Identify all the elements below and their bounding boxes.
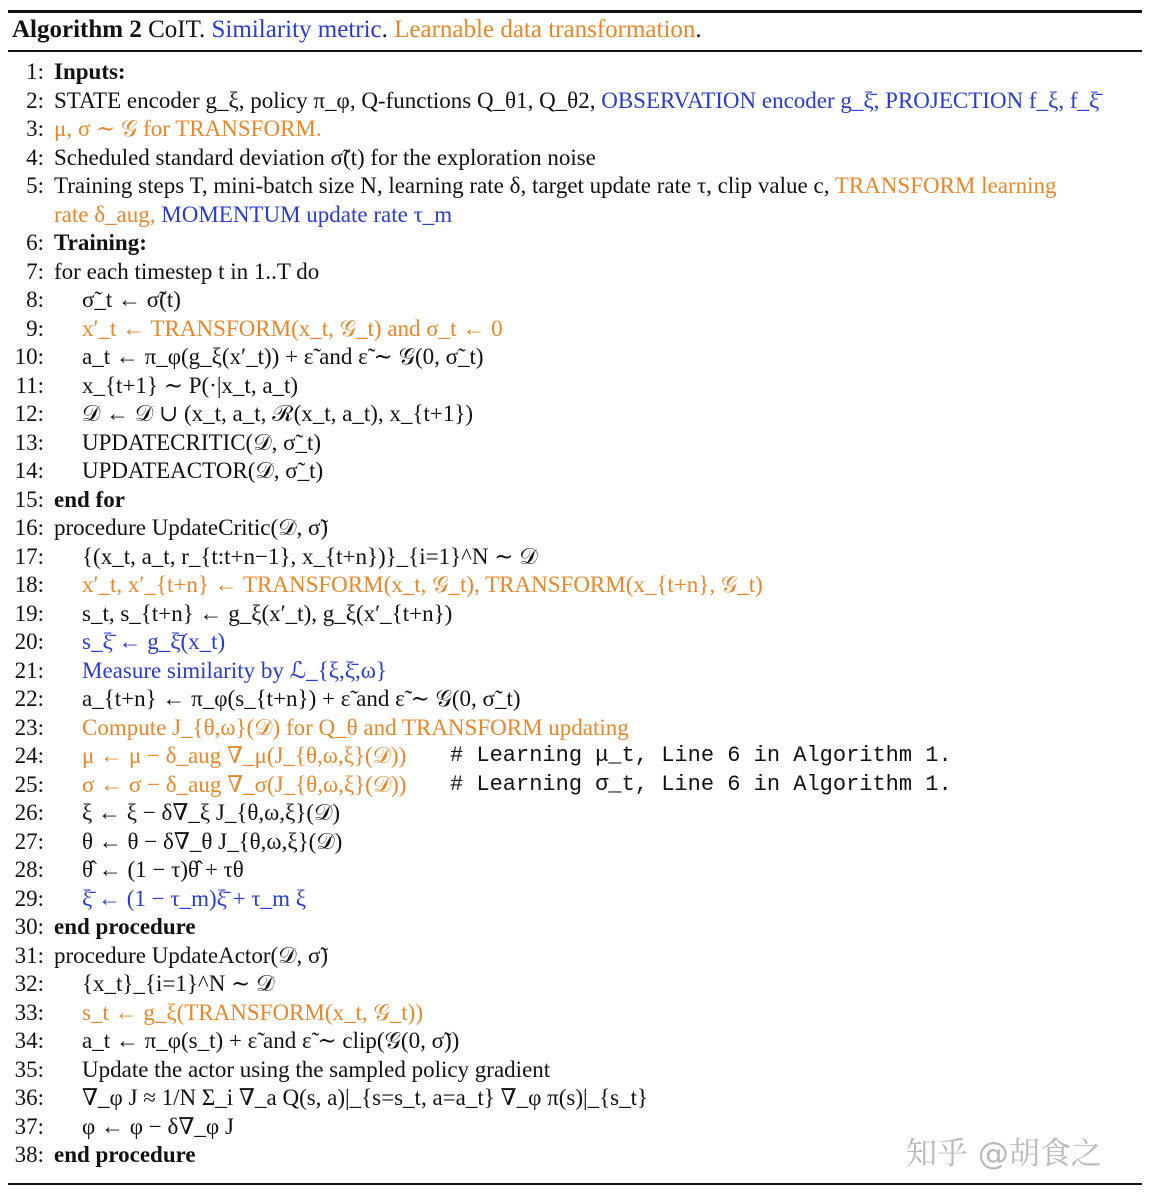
line-main-text: for each timestep t in 1..T do <box>54 258 320 284</box>
line-main-text: Measure similarity by ℒ_{ξ,ξ̄,ω} <box>82 657 387 683</box>
algorithm-line <box>0 885 1152 914</box>
algorithm-line <box>0 600 1152 629</box>
line-text <box>82 1027 459 1055</box>
line-main-text: Update the actor using the sampled policy gradient <box>82 1056 551 1082</box>
line-main-text: end procedure <box>54 1142 196 1167</box>
algorithm-line <box>0 856 1152 885</box>
line-main-text: μ, σ ∼ 𝒢 for TRANSFORM. <box>54 116 322 141</box>
line-main-text: Scheduled standard deviation σ̃(t) for the exploration noise <box>54 144 596 170</box>
line-number: 9: <box>26 315 44 341</box>
line-text <box>54 1141 196 1169</box>
algorithm-line <box>0 343 1152 372</box>
algorithm-line <box>0 942 1152 971</box>
line-text <box>82 1056 550 1084</box>
line-text <box>82 742 406 770</box>
line-number: 20: <box>14 629 44 654</box>
line-number: 11: <box>15 372 44 398</box>
line-number: 3: <box>26 116 44 141</box>
line-text <box>82 799 340 827</box>
line-text <box>54 514 328 542</box>
caption-orange-text: Learnable data transformation <box>394 16 696 43</box>
line-text <box>54 486 125 514</box>
line-text <box>54 201 452 229</box>
line-main-text: σ̃_t ← σ̃(t) <box>82 287 181 312</box>
line-blue-tail: OBSERVATION encoder g_ξ̄, PROJECTION f_ξ, f_ξ̄ <box>595 87 1100 113</box>
line-main-text: ξ ← ξ − δ∇_ξ J_{θ,ω,ξ}(𝒟) <box>82 800 340 825</box>
line-main-text: procedure UpdateActor(𝒟, σ̃) <box>54 942 329 968</box>
line-main-text: Compute J_{θ,ω}(𝒟) for Q_θ and TRANSFORM updating <box>82 714 629 740</box>
line-comment: # Learning μ_t, Line 6 in Algorithm 1. <box>450 743 952 768</box>
algorithm-line <box>0 628 1152 657</box>
line-text <box>54 229 147 257</box>
line-number: 33: <box>14 999 44 1025</box>
algorithm-line <box>0 315 1152 344</box>
line-text <box>82 372 298 400</box>
line-text <box>82 828 342 856</box>
algorithm-line <box>0 970 1152 999</box>
line-main-text: s_t ← g_ξ(TRANSFORM(x_t, 𝒢_t)) <box>82 999 423 1025</box>
line-number: 2: <box>26 87 44 113</box>
algorithm-line <box>0 571 1152 600</box>
algorithm-line <box>0 714 1152 743</box>
line-text <box>82 714 629 742</box>
algorithm-line <box>0 543 1152 572</box>
line-text <box>82 343 484 371</box>
caption-name: CoIT. <box>148 16 206 43</box>
line-number: 21: <box>14 657 44 683</box>
algorithm-line <box>0 400 1152 429</box>
line-number: 30: <box>14 914 44 939</box>
line-number: 16: <box>14 515 44 540</box>
caption-rule <box>8 50 1142 52</box>
algorithm-line <box>0 115 1152 144</box>
line-number: 22: <box>14 686 44 711</box>
line-main-text: rate δ_aug, <box>54 201 156 227</box>
line-number: 31: <box>14 942 44 968</box>
line-text <box>54 172 1057 200</box>
line-text <box>82 999 423 1027</box>
line-number: 25: <box>14 771 44 797</box>
line-number: 32: <box>14 971 44 996</box>
algorithm-line <box>0 913 1152 942</box>
caption-blue-text: Similarity metric <box>211 16 382 43</box>
line-main-text: x′_t, x′_{t+n} ← TRANSFORM(x_t, 𝒢_t), TRANSFORM(x_{t+n}, 𝒢_t) <box>82 572 763 597</box>
line-main-text: UPDATECRITIC(𝒟, σ̃_t) <box>82 429 322 455</box>
caption-prefix: Algorithm 2 <box>12 16 142 43</box>
top-rule <box>8 10 1142 13</box>
line-text <box>54 942 328 970</box>
line-number: 12: <box>14 401 44 426</box>
line-main-text: a_t ← π_φ(g_ξ(x′_t)) + ε̃ and ε̃ ∼ 𝒢(0, σ̃_t) <box>82 344 484 369</box>
algorithm-line <box>0 828 1152 857</box>
algorithm-line <box>0 771 1152 800</box>
algorithm-line <box>0 201 1152 230</box>
line-number: 15: <box>14 486 44 512</box>
line-text <box>82 1113 234 1141</box>
line-main-text: φ ← φ − δ∇_φ J <box>82 1113 234 1139</box>
line-text <box>54 115 322 143</box>
algorithm-line <box>0 1084 1152 1113</box>
line-number: 1: <box>26 59 44 84</box>
line-main-text: procedure UpdateCritic(𝒟, σ̃) <box>54 515 329 540</box>
algorithm-line <box>0 286 1152 315</box>
algorithm-line <box>0 999 1152 1028</box>
line-number: 28: <box>14 857 44 882</box>
line-main-text: μ ← μ − δ_aug ∇_μ(J_{θ,ω,ξ}(𝒟)) <box>82 743 407 768</box>
line-number: 14: <box>14 458 44 483</box>
line-number: 26: <box>14 800 44 825</box>
algorithm-line <box>0 87 1152 116</box>
line-text <box>82 429 321 457</box>
line-number: 23: <box>14 714 44 740</box>
line-number: 4: <box>26 144 44 170</box>
line-main-text: UPDATEACTOR(𝒟, σ̃_t) <box>82 458 324 483</box>
algorithm-line <box>0 457 1152 486</box>
line-text <box>82 856 244 884</box>
line-text <box>82 457 323 485</box>
line-blue-tail: MOMENTUM update rate τ_m <box>155 201 453 227</box>
line-number: 38: <box>14 1142 44 1167</box>
line-number: 8: <box>26 287 44 312</box>
algorithm-line <box>0 58 1152 87</box>
line-text <box>54 913 196 941</box>
line-number: 29: <box>14 885 44 911</box>
line-text <box>82 286 181 314</box>
line-comment: # Learning σ_t, Line 6 in Algorithm 1. <box>450 771 952 797</box>
line-main-text: a_{t+n} ← π_φ(s_{t+n}) + ε̃ and ε̃ ∼ 𝒢(0, σ̃_t) <box>82 686 521 711</box>
line-text <box>82 543 538 571</box>
algorithm-line <box>0 229 1152 258</box>
algorithm-caption <box>12 14 702 46</box>
line-main-text: θ̂ ← (1 − τ)θ̂ + τθ <box>82 857 244 882</box>
line-main-text: {x_t}_{i=1}^N ∼ 𝒟 <box>82 971 275 996</box>
algorithm-line <box>0 799 1152 828</box>
line-number: 37: <box>14 1113 44 1139</box>
algorithm-line <box>0 657 1152 686</box>
caption-sep2: . <box>695 16 702 43</box>
line-text <box>82 1084 648 1112</box>
line-text <box>54 87 1099 115</box>
line-text <box>82 571 763 599</box>
line-main-text: {(x_t, a_t, r_{t:t+n−1}, x_{t+n})}_{i=1}^N ∼ 𝒟 <box>82 543 538 569</box>
line-main-text: x′_t ← TRANSFORM(x_t, 𝒢_t) and σ_t ← 0 <box>82 315 503 341</box>
line-number: 35: <box>14 1056 44 1082</box>
line-number: 27: <box>14 828 44 854</box>
line-text <box>82 685 521 713</box>
line-main-text: ξ̄ ← (1 − τ_m)ξ̄ + τ_m ξ <box>82 885 307 911</box>
line-text <box>82 657 387 685</box>
line-number: 6: <box>26 230 44 255</box>
line-main-text: Inputs: <box>54 59 126 84</box>
line-text <box>82 315 503 343</box>
line-text <box>82 628 225 656</box>
line-main-text: end for <box>54 486 125 512</box>
line-number: 34: <box>14 1028 44 1053</box>
line-number: 13: <box>14 429 44 455</box>
line-main-text: Training: <box>54 230 147 255</box>
line-main-text: θ ← θ − δ∇_θ J_{θ,ω,ξ}(𝒟) <box>82 828 343 854</box>
line-number: 10: <box>14 344 44 369</box>
line-main-text: s_ξ̄ ← g_ξ̄(x_t) <box>82 629 226 654</box>
line-text <box>54 258 319 286</box>
line-orange-tail: TRANSFORM learning <box>829 173 1057 198</box>
algorithm-line <box>0 1056 1152 1085</box>
line-main-text: ∇_φ J ≈ 1/N Σ_i ∇_a Q(s, a)|_{s=s_t, a=a_t} ∇_φ π(s)|_{s_t} <box>82 1085 649 1110</box>
line-main-text: 𝒟 ← 𝒟 ∪ (x_t, a_t, ℛ(x_t, a_t), x_{t+1}) <box>82 401 474 426</box>
bottom-rule <box>8 1183 1142 1185</box>
line-text <box>54 144 596 172</box>
line-number: 19: <box>14 600 44 626</box>
algorithm-line <box>0 486 1152 515</box>
algorithm-line <box>0 429 1152 458</box>
algorithm-line <box>0 144 1152 173</box>
line-number: 5: <box>26 173 44 198</box>
line-text <box>54 58 126 86</box>
line-number: 18: <box>14 572 44 597</box>
line-main-text: end procedure <box>54 914 196 939</box>
algorithm-line <box>0 742 1152 771</box>
line-main-text: σ ← σ − δ_aug ∇_σ(J_{θ,ω,ξ}(𝒟)) <box>82 771 407 797</box>
algorithm-line <box>0 172 1152 201</box>
line-number: 24: <box>14 743 44 768</box>
algorithm-line <box>0 372 1152 401</box>
line-text <box>82 885 306 913</box>
line-main-text: a_t ← π_φ(s_t) + ε̃ and ε̃ ∼ clip(𝒢(0, σ̃)) <box>82 1028 460 1053</box>
line-number: 7: <box>26 258 44 284</box>
line-text <box>82 600 452 628</box>
algorithm-line <box>0 1027 1152 1056</box>
watermark: 知乎 @胡食之 <box>906 1136 1102 1172</box>
line-main-text: STATE encoder g_ξ, policy π_φ, Q-functions Q_θ1, Q_θ2, <box>54 87 596 113</box>
line-text <box>82 400 473 428</box>
line-main-text: Training steps T, mini-batch size N, learning rate δ, target update rate τ, clip value c, <box>54 173 830 198</box>
algorithm-line <box>0 685 1152 714</box>
algorithm-line <box>0 258 1152 287</box>
line-number: 17: <box>14 543 44 569</box>
line-main-text: s_t, s_{t+n} ← g_ξ(x′_t), g_ξ(x′_{t+n}) <box>82 600 453 626</box>
line-text <box>82 771 406 799</box>
algorithm-line <box>0 514 1152 543</box>
line-text <box>82 970 274 998</box>
line-main-text: x_{t+1} ∼ P(·|x_t, a_t) <box>82 372 299 398</box>
line-number: 36: <box>14 1085 44 1110</box>
caption-sep1: . <box>381 16 388 43</box>
